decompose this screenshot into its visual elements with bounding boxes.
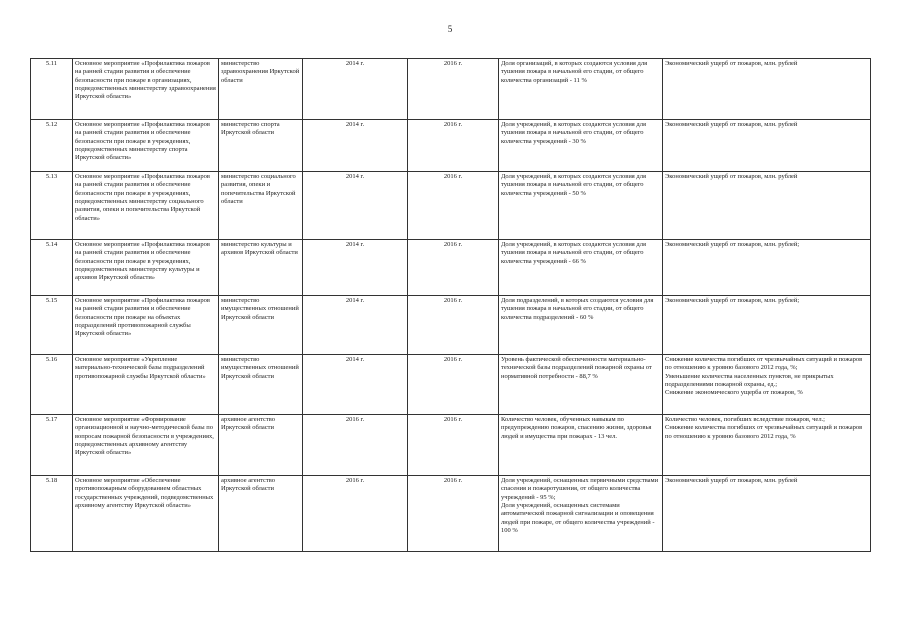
executor: министерство здравоохранения Иркутской области [219, 59, 303, 120]
program-events-table [30, 58, 871, 552]
row-number: 5.16 [31, 355, 73, 415]
row-number: 5.13 [31, 172, 73, 240]
event-name: Основное мероприятие «Профилактика пожаров на ранней стадии развития и обеспечение безопасности при пожаре в учреждениях, подведомственных министерству социального развития, опеки и попечительства Иркутской области» [73, 172, 219, 240]
executor: министерство социального развития, опеки и попечительства Иркутской области [219, 172, 303, 240]
start-year: 2016 г. [303, 476, 408, 552]
executor: министерство спорта Иркутской области [219, 120, 303, 172]
table-row [31, 415, 871, 476]
end-year: 2016 г. [408, 172, 499, 240]
event-name: Основное мероприятие «Профилактика пожаров на ранней стадии развития и обеспечение безопасности при пожаре в организациях, подведомственных министерству здравоохранения Иркутской области» [73, 59, 219, 120]
start-year: 2014 г. [303, 172, 408, 240]
event-name: Основное мероприятие «Профилактика пожаров на ранней стадии развития и обеспечение безопасности при пожаре в учреждениях, подведомственных министерству культуры и архивов Иркутской области» [73, 240, 219, 296]
target-indicator: Доля учреждений, в которых создаются условия для тушения пожара в начальной его стадии, от общего количества учреждений - 30 % [499, 120, 663, 172]
end-year: 2016 г. [408, 120, 499, 172]
event-name: Основное мероприятие «Укрепление материально-технической базы подразделений противопожарной службы Иркутской области» [73, 355, 219, 415]
table-row [31, 120, 871, 172]
row-number: 5.18 [31, 476, 73, 552]
effect-indicator: Экономический ущерб от пожаров, млн. рублей [663, 120, 871, 172]
effect-indicator: Экономический ущерб от пожаров, млн. рублей [663, 476, 871, 552]
event-name: Основное мероприятие «Профилактика пожаров на ранней стадии развития и обеспечение безопасности при пожаре в учреждениях, подведомственных министерству спорта Иркутской области» [73, 120, 219, 172]
executor: министерство имущественных отношений Иркутской области [219, 355, 303, 415]
effect-indicator: Экономический ущерб от пожаров, млн. рублей; [663, 240, 871, 296]
target-indicator: Доля учреждений, в которых создаются условия для тушения пожара в начальной его стадии, от общего количества учреждений - 50 % [499, 172, 663, 240]
effect-indicator: Экономический ущерб от пожаров, млн. рублей [663, 172, 871, 240]
effect-indicator: Экономический ущерб от пожаров, млн. рублей [663, 59, 871, 120]
end-year: 2016 г. [408, 355, 499, 415]
target-indicator: Уровень фактической обеспеченности материально-технической базы подразделений пожарной охраны от нормативной потребности - 88,7 % [499, 355, 663, 415]
table-row [31, 296, 871, 355]
page-number: 5 [447, 24, 453, 34]
start-year: 2014 г. [303, 59, 408, 120]
target-indicator: Количество человек, обученных навыкам по предупреждению пожаров, спасению жизни, здоровья людей и имущества при пожарах - 13 чел. [499, 415, 663, 476]
effect-indicator: Количество человек, погибших вследствие пожаров, чел.; Снижение количества погибших от чрезвычайных ситуаций и пожаров по отношению к уровню базового 2012 года, % [663, 415, 871, 476]
table-row [31, 172, 871, 240]
end-year: 2016 г. [408, 476, 499, 552]
row-number: 5.15 [31, 296, 73, 355]
table-row [31, 59, 871, 120]
table-row [31, 476, 871, 552]
end-year: 2016 г. [408, 296, 499, 355]
table-row [31, 240, 871, 296]
effect-indicator: Снижение количества погибших от чрезвычайных ситуаций и пожаров по отношению к уровню базового 2012 года, %; Уменьшение количества населенных пунктов, не прикрытых подразделениями пожарной охраны, ед.; Снижение экономического ущерба от пожаров, % [663, 355, 871, 415]
start-year: 2014 г. [303, 296, 408, 355]
end-year: 2016 г. [408, 415, 499, 476]
row-number: 5.12 [31, 120, 73, 172]
event-name: Основное мероприятие «Профилактика пожаров на ранней стадии развития и обеспечение безопасности при пожаре на объектах подразделений противопожарной службы Иркутской области» [73, 296, 219, 355]
effect-indicator: Экономический ущерб от пожаров, млн. рублей; [663, 296, 871, 355]
executor: архивное агентство Иркутской области [219, 476, 303, 552]
event-name: Основное мероприятие «Обеспечение противопожарным оборудованием областных государственных учреждений, подведомственных архивному агентству Иркутской области» [73, 476, 219, 552]
row-number: 5.11 [31, 59, 73, 120]
event-name: Основное мероприятие «Формирование организационной и научно-методической базы по вопросам пожарной безопасности в учреждениях, подведомственных архивному агентству Иркутской области» [73, 415, 219, 476]
start-year: 2014 г. [303, 120, 408, 172]
target-indicator: Доля организаций, в которых создаются условия для тушения пожара в начальной его стадии, от общего количества организаций - 11 % [499, 59, 663, 120]
executor: архивное агентство Иркутской области [219, 415, 303, 476]
end-year: 2016 г. [408, 59, 499, 120]
executor: министерство имущественных отношений Иркутской области [219, 296, 303, 355]
executor: министерство культуры и архивов Иркутской области [219, 240, 303, 296]
start-year: 2016 г. [303, 415, 408, 476]
target-indicator: Доля подразделений, в которых создаются условия для тушения пожара в начальной его стадии, от общего количества подразделений - 60 % [499, 296, 663, 355]
start-year: 2014 г. [303, 240, 408, 296]
row-number: 5.17 [31, 415, 73, 476]
end-year: 2016 г. [408, 240, 499, 296]
start-year: 2014 г. [303, 355, 408, 415]
row-number: 5.14 [31, 240, 73, 296]
target-indicator: Доля учреждений, в которых создаются условия для тушения пожара в начальной его стадии, от общего количества учреждений - 66 % [499, 240, 663, 296]
table-row [31, 355, 871, 415]
target-indicator: Доля учреждений, оснащенных первичными средствами спасения и пожаротушения, от общего количества учреждений - 95 %; Доля учреждений, оснащенных системами автоматической пожарной сигнализации и оповещения людей при пожаре, от общего количества учреждений - 100 % [499, 476, 663, 552]
